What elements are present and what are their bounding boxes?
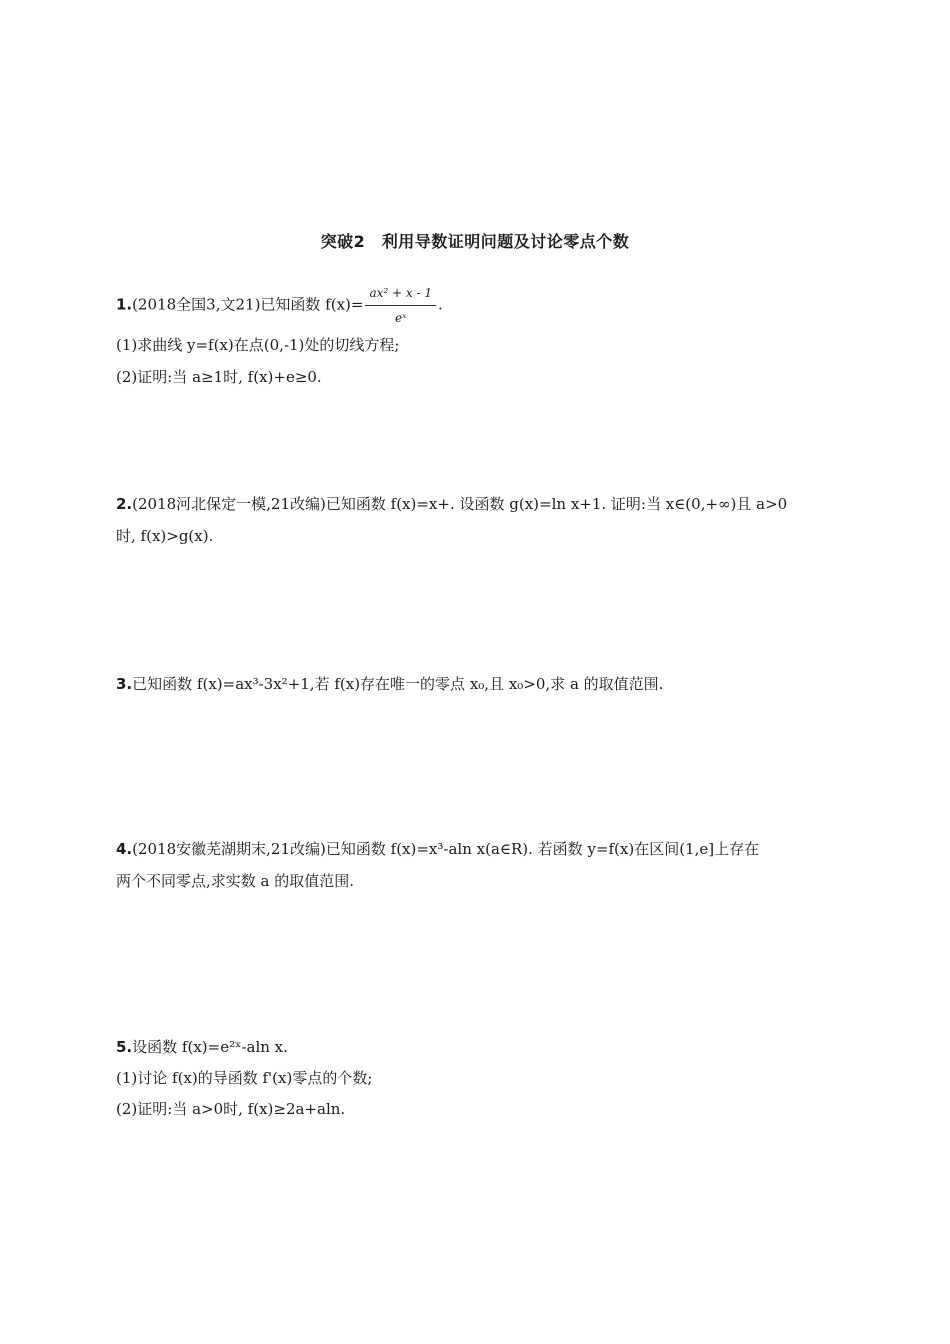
problem-4-line-2: 两个不同零点,求实数 a 的取值范围.	[116, 872, 355, 890]
problem-5-line-1	[116, 1036, 836, 1058]
problem-2-text: (2018河北保定一模,21改编)已知函数 f(x)=x+. 设函数 g(x)=ln x+1. 证明:当 x∈(0,+∞)且 a>0	[132, 495, 788, 513]
problem-2-line-2: 时, f(x)>g(x).	[116, 527, 214, 545]
problem-3-text: 已知函数 f(x)=ax³-3x²+1,若 f(x)存在唯一的零点 x₀,且 x₀>0,求 a 的取值范围.	[132, 675, 664, 693]
problem-1-number: 1.	[116, 295, 133, 314]
problem-1-tail: .	[438, 295, 443, 314]
problem-5-part-2: (2)证明:当 a>0时, f(x)≥2a+aln.	[116, 1100, 346, 1118]
problem-5-part-1: (1)讨论 f(x)的导函数 f'(x)零点的个数;	[116, 1069, 373, 1087]
page-title: 突破2 利用导数证明问题及讨论零点个数	[320, 232, 630, 251]
fraction-denominator: eˣ	[395, 311, 407, 325]
problem-2-number: 2.	[116, 495, 133, 513]
fraction-numerator: ax² + x - 1	[365, 282, 436, 306]
problem-1-fraction	[365, 282, 436, 329]
problem-5-text: 设函数 f(x)=e²ˣ-aln x.	[132, 1038, 288, 1056]
problem-1-text: (2018全国3,文21)已知函数 f(x)=	[132, 295, 364, 314]
problem-4-text: (2018安徽芜湖期末,21改编)已知函数 f(x)=x³-aln x(a∈R). 若函数 y=f(x)在区间(1,e]上存在	[132, 840, 760, 858]
problem-4-number: 4.	[116, 840, 133, 858]
problem-1-stem	[116, 282, 836, 329]
problem-1-part-1: (1)求曲线 y=f(x)在点(0,-1)处的切线方程;	[116, 336, 400, 354]
problem-4-line-1	[116, 838, 836, 860]
problem-3-line-1	[116, 673, 836, 695]
problem-1-part-2: (2)证明:当 a≥1时, f(x)+e≥0.	[116, 368, 322, 386]
problem-5-number: 5.	[116, 1038, 133, 1056]
problem-2-line-1	[116, 493, 836, 515]
problem-3-number: 3.	[116, 675, 133, 693]
